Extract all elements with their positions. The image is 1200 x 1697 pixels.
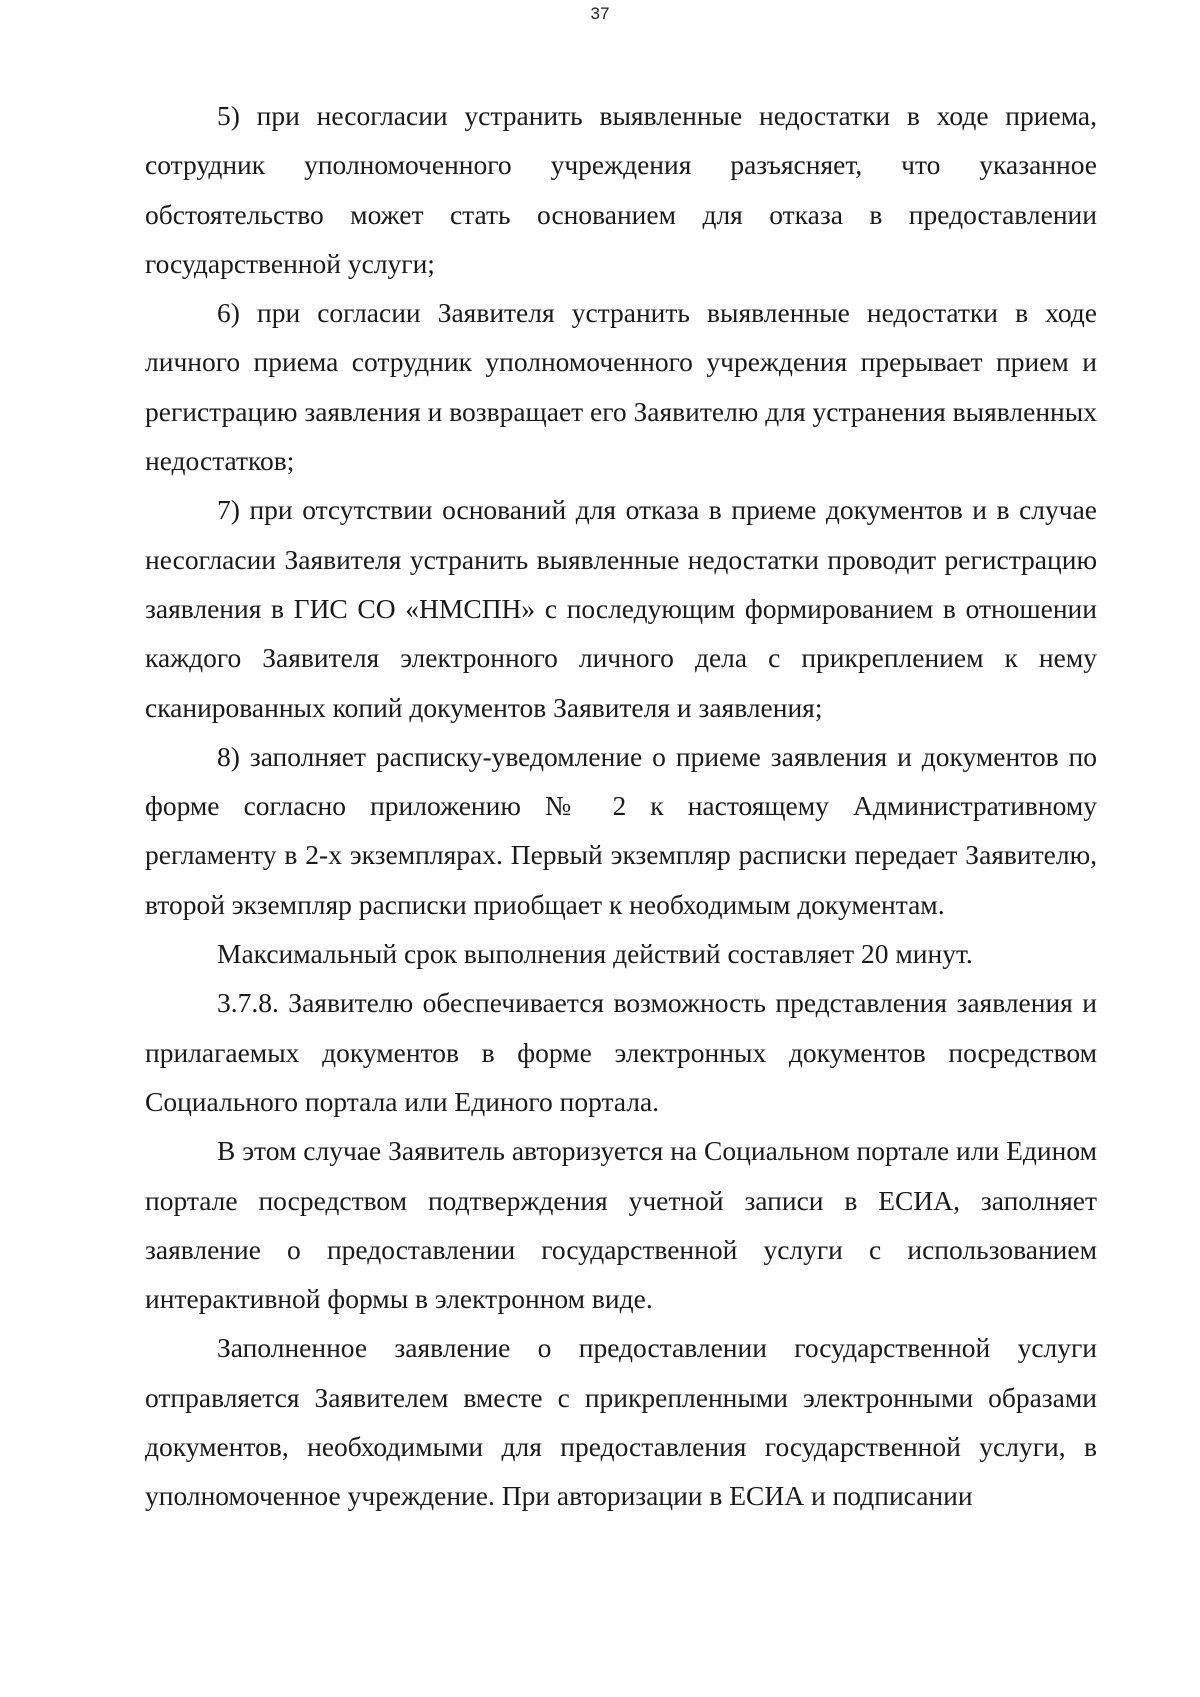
paragraph-item-5: 5) при несогласии устранить выявленные недостатки в ходе приема, сотрудник уполномоченного учреждения разъясняет, что указанное обстоятельство может стать основанием для отказа в предоставлении государственной услуги; xyxy=(145,100,1097,279)
page-number: 37 xyxy=(590,4,610,23)
paragraph-max-time: Максимальный срок выполнения действий составляет 20 минут. xyxy=(217,938,973,970)
paragraph-authorization: В этом случае Заявитель авторизуется на Социальном портале или Едином портале посредством подтверждения учетной записи в ЕСИА, заполняет заявление о предоставлении государственной услуги с использованием интерактивной формы в электронном виде. xyxy=(145,1135,1097,1315)
paragraph-submission: Заполненное заявление о предоставлении государственной услуги отправляется Заявителем вместе с прикрепленными электронными образами документов, необходимыми для предоставления государственной услуги, в уполномоченное учреждение. При авторизации в ЕСИА и подписании xyxy=(145,1332,1097,1512)
paragraph-item-8: 8) заполняет расписку-уведомление о приеме заявления и документов по форме согласно приложению № 2 к настоящему Административному регламенту в 2-х экземплярах. Первый экземпляр расписки передает Заявителю, второй экземпляр расписки приобщает к необходимым документам. xyxy=(145,740,1097,920)
paragraph-section-3-7-8: 3.7.8. Заявителю обеспечивается возможность представления заявления и прилагаемых документов в форме электронных документов посредством Социального портала или Единого портала. xyxy=(145,987,1097,1117)
document-body xyxy=(145,91,1097,1521)
paragraph-item-6: 6) при согласии Заявителя устранить выявленные недостатки в ходе личного приема сотрудник уполномоченного учреждения прерывает прием и регистрацию заявления и возвращает его Заявителю для устранения выявленных недостатков; xyxy=(145,297,1097,477)
paragraph-item-7: 7) при отсутствии оснований для отказа в приеме документов и в случае несогласии Заявителя устранить выявленные недостатки проводит регистрацию заявления в ГИС СО «НМСПН» с последующим формированием в отношении каждого Заявителя электронного личного дела с прикреплением к нему сканированных копий документов Заявителя и заявления; xyxy=(145,494,1097,723)
